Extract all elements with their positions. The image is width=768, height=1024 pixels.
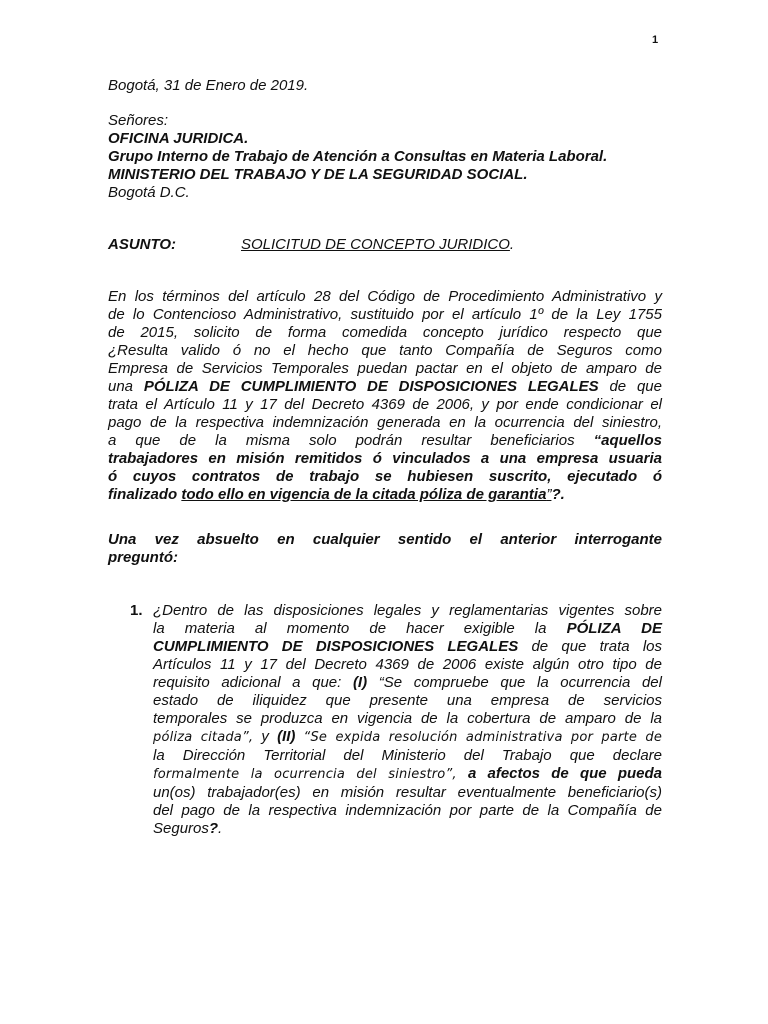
p1-line-5: Empresa de Servicios Temporales puedan pactar en el objeto de amparo de [108,360,662,377]
p1-line-6 [108,378,662,396]
item-line-2a: la materia al momento de hacer exigible la [153,620,547,637]
item-line-2b: PÓLIZA DE [566,620,662,637]
item-line-8 [153,728,662,747]
request-paragraph [108,288,662,504]
recipient-ministry: MINISTERIO DEL TRABAJO Y DE LA SEGURIDAD SOCIAL. [108,166,528,183]
p1-line-4: ¿Resulta valido ó no el hecho que tanto Compañía de Seguros como [108,342,662,359]
salutation: Señores: [108,112,169,129]
p1-line-9a: a que de la misma solo podrán resultar beneficiarios [108,432,575,449]
item-line-13 [153,820,662,838]
page-number: 1 [652,34,659,46]
p1-line-10: trabajadores en misión remitidos ó vinculados a una empresa usuaria [108,450,662,467]
p1-line-9 [108,432,662,450]
item-line-12: del pago de la respectiva indemnización por parte de la Compañía de [153,802,662,819]
item-line-7: temporales se produzca en vigencia de la cobertura de amparo de la [153,710,662,727]
item-line-5b: (I) [352,674,368,691]
p1-line-3: de 2015, solicito de forma comedida concepto jurídico respecto que [108,324,662,341]
p1-line-9b: “aquellos [593,432,662,449]
p1-line-2: de lo Contencioso Administrativo, sustituido por el artículo 1º de la Ley 1755 [108,306,662,323]
item-line-8b: y [261,728,269,745]
item-line-5c: “Se compruebe que la ocurrencia del [378,674,662,691]
p1-line-12a: finalizado [108,486,178,503]
item-line-2 [153,620,662,638]
letter-date: Bogotá, 31 de Enero de 2019. [108,77,309,94]
p1-line-7: trata el Artículo 11 y 17 del Decreto 4369 de 2006, y por ende condicionar el [108,396,662,413]
p1-line-11: ó cuyos contratos de trabajo se hubiesen suscrito, ejecutado ó [108,468,662,485]
p2-line-1: Una vez absuelto en cualquier sentido el anterior interrogante [108,531,662,548]
item-line-4: Artículos 11 y 17 del Decreto 4369 de 2006 existe algún otro tipo de [153,656,662,673]
p1-line-6a: una [108,378,134,395]
item-line-10b: a afectos de que pueda [467,765,662,782]
item-line-10 [153,765,662,784]
item-line-6: estado de iliquidez que presente una empresa de servicios [153,692,662,709]
question-intro [108,531,662,567]
item-line-5 [153,674,662,692]
p1-line-6c: de que [609,378,662,395]
item-line-13b: ? [208,820,219,837]
recipient-city: Bogotá D.C. [108,184,190,201]
policy-name: PÓLIZA DE CUMPLIMIENTO DE DISPOSICIONES LEGALES [143,378,599,395]
item-line-11: un(os) trabajador(es) en misión resultar eventualmente beneficiario(s) [153,784,662,801]
subject-text-wrap [241,236,514,254]
item-line-5a: requisito adicional a que: [153,674,342,691]
recipient-block [108,112,662,202]
item-line-13a: Seguros [153,820,209,837]
item-line-3 [153,638,662,656]
subject-label: ASUNTO: [108,236,177,253]
item-number: 1. [130,602,143,619]
item-line-13c: . [218,820,223,837]
p1-line-12b: todo ello en vigencia de la citada póliza de garantia [181,486,547,503]
p1-line-12d: ?. [551,486,565,503]
subject-text: SOLICITUD DE CONCEPTO JURIDICO [241,236,510,253]
item-line-3a: CUMPLIMIENTO DE DISPOSICIONES LEGALES [153,638,519,655]
item-line-8a: póliza citada”, [153,730,254,745]
item-line-1: ¿Dentro de las disposiciones legales y reglamentarias vigentes sobre [153,602,662,619]
recipient-office: OFICINA JURIDICA. [108,130,249,147]
item-line-9: la Dirección Territorial del Ministerio del Trabajo que declare [153,747,662,764]
p1-line-8: pago de la respectiva indemnización generada en la ocurrencia del siniestro, [108,414,662,431]
subject-end: . [509,236,515,253]
question-item-1 [153,602,662,838]
p1-line-1: En los términos del artículo 28 del Código de Procedimiento Administrativo y [108,288,662,305]
item-line-8c: (II) [277,728,296,745]
p1-line-12 [108,486,662,504]
recipient-group: Grupo Interno de Trabajo de Atención a Consultas en Materia Laboral. [108,148,608,165]
item-line-10a: formalmente la ocurrencia del siniestro”, [153,767,457,782]
p2-line-2: preguntó: [108,549,178,566]
p1-line-12c: ” [546,486,552,503]
item-line-8d: “Se expida resolución administrativa por parte de [303,730,663,745]
item-line-3b: de que trata los [531,638,662,655]
